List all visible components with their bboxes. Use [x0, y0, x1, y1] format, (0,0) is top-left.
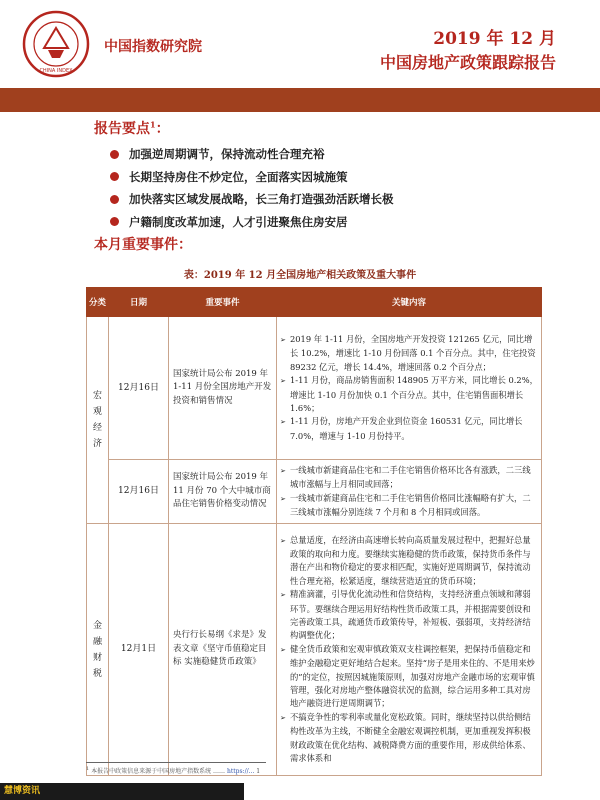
- content-bullet: ➢ 一线城市新建商品住宅和二手住宅销售价格环比各有涨跌，二三线城市涨幅与上月相同或回落；: [280, 464, 538, 492]
- table-caption: 表：2019 年 12 月全国房地产相关政策及重大事件: [183, 270, 417, 281]
- category-cell: 宏 观 经 济: [87, 317, 109, 524]
- content-cell: [277, 460, 542, 524]
- content-bullet: ➢ 1-11 月份，商品房销售面积 148905 万平方米，同比增长 0.2%，增速比 1-10 月份加快 0.1 个百分点。其中，住宅销售面积增长 1.6%；: [280, 374, 538, 415]
- content-bullet: ➢ 总量适度，在经济由高速增长转向高质量发展过程中，把握好总量政策的取向和力度。要继续实施稳健的货币政策，保持货币条件与潜在产出和物价稳定的要求相匹配，实施好逆周期调节，保持流动性合理充裕，松紧适度，继续营造适宜的货币环境；: [280, 534, 538, 589]
- date-cell: 12月16日: [109, 460, 169, 524]
- content-cell: [277, 524, 542, 776]
- policy-events-table: [86, 287, 542, 776]
- footnote-link[interactable]: https://...: [226, 768, 255, 775]
- footnote: $^1$ 本报告中政策信息来源于中国房地产指数系统 …… https://... 1: [86, 766, 261, 775]
- content-bullet: ➢ 健全货币政策和宏观审慎政策双支柱调控框架，把保持币值稳定和维护金融稳定更好地结合起来。坚持“房子是用来住的、不是用来炒的”的定位，按照因城施策原则，加强对房地产金融市场的宏观审慎管理，强化对房地产整体融资状况的监测，综合运用多种工具对房地产融资进行逆周期调节；: [280, 643, 538, 711]
- content-bullet: ➢ 一线城市新建商品住宅和二手住宅销售价格同比涨幅略有扩大，二三线城市涨幅分别连续 7 个月和 8 个月相同或回落。: [280, 492, 538, 520]
- report-title-date: 2019 年 12 月: [433, 29, 556, 49]
- watermark-banner: 慧博资讯: [0, 783, 244, 800]
- content-bullet: ➢ 精准滴灌，引导优化流动性和信贷结构，支持经济重点领域和薄弱环节。要继续合理运用好结构性货币政策工具，并根据需要创设和完善政策工具，疏通货币政策传导，补短板、强弱项，支持经济结构调整优化；: [280, 588, 538, 643]
- key-point-item: 长期坚持房住不炒定位，全面落实因城施策: [110, 166, 394, 189]
- institute-name: 中国指数研究院: [104, 39, 202, 55]
- event-cell: 国家统计局公布 2019 年 1-11 月份全国房地产开发投资和销售情况: [169, 317, 277, 460]
- header-category: 分类: [87, 288, 109, 317]
- footnote-divider: [86, 762, 266, 763]
- table-row: [87, 317, 542, 460]
- date-cell: 12月16日: [109, 317, 169, 460]
- table-row: [87, 460, 542, 524]
- date-cell: 12月1日: [109, 524, 169, 776]
- content-cell: [277, 317, 542, 460]
- bullet-dot-icon: [110, 195, 119, 204]
- key-points-title: 报告要点$^1$：: [94, 119, 170, 137]
- bullet-dot-icon: [110, 217, 119, 226]
- category-cell: 金 融 财 税: [87, 524, 109, 776]
- content-bullet: ➢ 2019 年 1-11 月份，全国房地产开发投资 121265 亿元，同比增长 10.2%，增速比 1-10 月份回落 0.1 个百分点。其中，住宅投资 89232 亿元，增长 14.4%，增速回落 0.2 个百分点；: [280, 333, 538, 374]
- bullet-dot-icon: [110, 172, 119, 181]
- report-header: [0, 0, 600, 88]
- table-row: [87, 524, 542, 776]
- events-title: 本月重要事件：: [94, 237, 192, 253]
- page-number: 1: [256, 768, 261, 775]
- bullet-dot-icon: [110, 150, 119, 159]
- header-content: 关键内容: [277, 288, 542, 317]
- key-points-list: [110, 143, 394, 233]
- event-cell: 央行行长易纲《求是》发表文章《坚守币值稳定目标 实施稳健货币政策》: [169, 524, 277, 776]
- event-cell: 国家统计局公布 2019 年 11 月份 70 个大中城市商品住宅销售价格变动情况: [169, 460, 277, 524]
- content-bullet: ➢ 1-11 月份，房地产开发企业到位资金 160531 亿元，同比增长 7.0%，增速与 1-10 月份持平。: [280, 415, 538, 443]
- footnote-ref[interactable]: 1: [150, 119, 156, 130]
- key-point-item: 加快落实区域发展战略，长三角打造强劲活跃增长极: [110, 188, 394, 211]
- svg-text:CHINA INDEX: CHINA INDEX: [39, 68, 73, 74]
- china-index-academy-logo-icon: [22, 10, 90, 78]
- key-point-item: 户籍制度改革加速，人才引进聚焦住房安居: [110, 211, 394, 234]
- header-date: 日期: [109, 288, 169, 317]
- report-title: 中国房地产政策跟踪报告: [379, 53, 556, 72]
- key-point-item: 加强逆周期调节，保持流动性合理充裕: [110, 143, 394, 166]
- content-bullet: ➢ 不搞竞争性的零利率或量化宽松政策。同时，继续坚持以供给侧结构性改革为主线，不断健全金融宏观调控机制，更加重视发挥积极财政政策在优化结构、减税降费方面的重要作用，形成供给体系、需求体系和: [280, 711, 538, 766]
- header-event: 重要事件: [169, 288, 277, 317]
- table-header-row: [87, 288, 542, 317]
- header-color-bar: [0, 88, 600, 112]
